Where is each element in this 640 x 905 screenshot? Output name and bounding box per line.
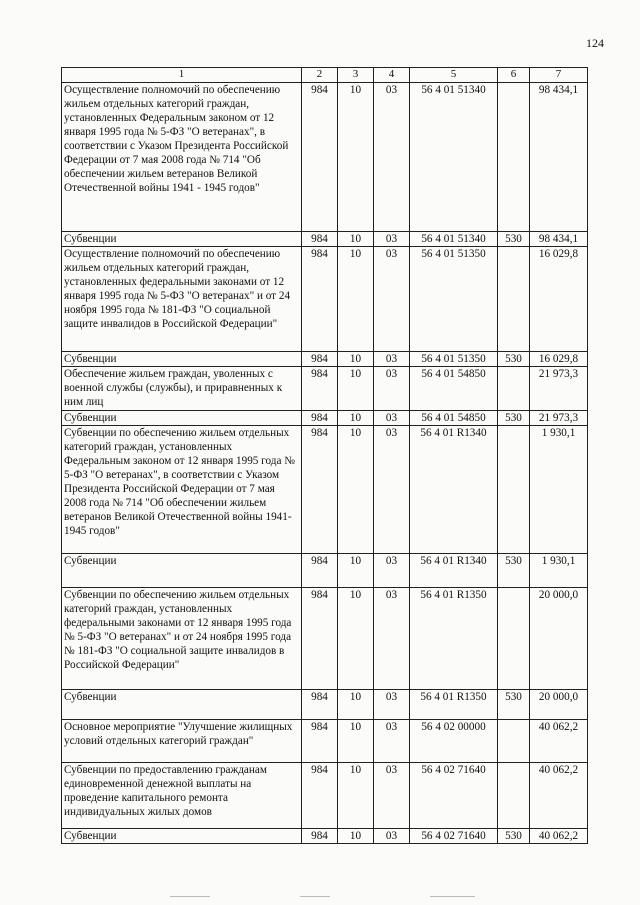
row-code-5: 56 4 01 54850 <box>410 411 498 426</box>
header-row <box>62 68 588 83</box>
row-name: Субвенции <box>62 232 302 247</box>
row-code-3: 10 <box>338 232 374 247</box>
row-amount: 21 973,3 <box>530 367 588 411</box>
row-code-3: 10 <box>338 588 374 690</box>
row-name: Субвенции <box>62 411 302 426</box>
row-code-4: 03 <box>374 83 410 232</box>
scan-edge-marks <box>0 890 640 905</box>
row-code-5: 56 4 02 71640 <box>410 829 498 844</box>
row-code-3: 10 <box>338 83 374 232</box>
row-amount: 1 930,1 <box>530 554 588 588</box>
row-name: Субвенции по обеспечению жильем отдельных категорий граждан, установленных Федеральным законом от 12 января 1995 года № 5-ФЗ "О ветеранах", в соответствии с Указом Президента Российской Федерации от 7 мая 2008 года № 714 "Об обеспечении жильем ветеранов Великой Отечественной войны 1941-1945 годов" <box>62 426 302 554</box>
row-code-6 <box>498 83 530 232</box>
row-code-5: 56 4 01 54850 <box>410 367 498 411</box>
row-code-5: 56 4 01 51350 <box>410 352 498 367</box>
header-cell-7: 7 <box>530 68 588 83</box>
row-name: Субвенции по обеспечению жильем отдельных категорий граждан, установленных федеральными законами от 12 января 1995 года № 5-ФЗ "О ветеранах" и от 24 ноября 1995 года № 181-ФЗ "О социальной защите инвалидов в Российской Федерации" <box>62 588 302 690</box>
row-code-5: 56 4 01 R1350 <box>410 588 498 690</box>
row-amount: 40 062,2 <box>530 829 588 844</box>
table-row <box>62 690 588 720</box>
row-code-2: 984 <box>302 367 338 411</box>
row-code-6: 530 <box>498 690 530 720</box>
row-code-3: 10 <box>338 247 374 352</box>
row-code-2: 984 <box>302 554 338 588</box>
row-code-2: 984 <box>302 352 338 367</box>
row-code-6 <box>498 426 530 554</box>
row-code-5: 56 4 01 51340 <box>410 83 498 232</box>
row-amount: 20 000,0 <box>530 690 588 720</box>
row-code-4: 03 <box>374 690 410 720</box>
header-cell-4: 4 <box>374 68 410 83</box>
table-row <box>62 588 588 690</box>
row-code-2: 984 <box>302 232 338 247</box>
row-name: Обеспечение жильем граждан, уволенных с военной службы (службы), и приравненных к ним лиц <box>62 367 302 411</box>
row-code-5: 56 4 02 71640 <box>410 763 498 829</box>
row-code-6 <box>498 763 530 829</box>
row-code-4: 03 <box>374 588 410 690</box>
row-amount: 40 062,2 <box>530 763 588 829</box>
row-name: Субвенции <box>62 690 302 720</box>
row-amount: 98 434,1 <box>530 83 588 232</box>
row-code-4: 03 <box>374 720 410 763</box>
page-number: 124 <box>586 36 604 50</box>
row-code-6 <box>498 247 530 352</box>
table-row <box>62 554 588 588</box>
row-code-6: 530 <box>498 352 530 367</box>
row-amount: 16 029,8 <box>530 352 588 367</box>
row-amount: 98 434,1 <box>530 232 588 247</box>
row-code-3: 10 <box>338 690 374 720</box>
row-code-3: 10 <box>338 720 374 763</box>
table-row <box>62 720 588 763</box>
row-name: Субвенции по предоставлению гражданам единовременной денежной выплаты на проведение капитального ремонта индивидуальных жилых домов <box>62 763 302 829</box>
row-name: Осуществление полномочий по обеспечению жильем отдельных категорий граждан, установленных федеральными законами от 12 января 1995 года № 5-ФЗ "О ветеранах" и от 24 ноября 1995 года № 181-ФЗ "О социальной защите инвалидов в Российской Федерации" <box>62 247 302 352</box>
row-code-4: 03 <box>374 763 410 829</box>
table-row <box>62 367 588 411</box>
row-amount: 21 973,3 <box>530 411 588 426</box>
table-row <box>62 247 588 352</box>
header-cell-2: 2 <box>302 68 338 83</box>
row-amount: 40 062,2 <box>530 720 588 763</box>
row-code-6: 530 <box>498 411 530 426</box>
budget-table <box>61 67 588 844</box>
row-amount: 20 000,0 <box>530 588 588 690</box>
row-code-5: 56 4 01 51340 <box>410 232 498 247</box>
row-code-2: 984 <box>302 83 338 232</box>
row-code-3: 10 <box>338 352 374 367</box>
row-amount: 1 930,1 <box>530 426 588 554</box>
header-cell-1: 1 <box>62 68 302 83</box>
row-code-3: 10 <box>338 829 374 844</box>
row-code-2: 984 <box>302 690 338 720</box>
table-row <box>62 352 588 367</box>
row-code-4: 03 <box>374 247 410 352</box>
row-code-4: 03 <box>374 411 410 426</box>
row-amount: 16 029,8 <box>530 247 588 352</box>
row-code-3: 10 <box>338 411 374 426</box>
table-row <box>62 829 588 844</box>
row-code-5: 56 4 02 00000 <box>410 720 498 763</box>
table-row <box>62 763 588 829</box>
row-name: Осуществление полномочий по обеспечению жильем отдельных категорий граждан, установленных Федеральным законом от 12 января 1995 года № 5-ФЗ "О ветеранах", в соответствии с Указом Президента Российской Федерации от 7 мая 2008 года № 714 "Об обеспечении жильем ветеранов Великой Отечественной войны 1941 - 1945 годов" <box>62 83 302 232</box>
row-code-2: 984 <box>302 588 338 690</box>
row-code-3: 10 <box>338 554 374 588</box>
row-code-4: 03 <box>374 829 410 844</box>
table-row <box>62 411 588 426</box>
row-name: Субвенции <box>62 352 302 367</box>
row-code-5: 56 4 01 R1340 <box>410 554 498 588</box>
row-code-3: 10 <box>338 426 374 554</box>
table-row <box>62 426 588 554</box>
row-code-4: 03 <box>374 426 410 554</box>
row-name: Основное мероприятие "Улучшение жилищных условий отдельных категорий граждан" <box>62 720 302 763</box>
row-code-6: 530 <box>498 829 530 844</box>
row-code-6 <box>498 588 530 690</box>
row-code-4: 03 <box>374 232 410 247</box>
row-code-3: 10 <box>338 367 374 411</box>
row-code-2: 984 <box>302 720 338 763</box>
row-code-4: 03 <box>374 367 410 411</box>
table-row <box>62 83 588 232</box>
row-code-2: 984 <box>302 829 338 844</box>
row-code-4: 03 <box>374 352 410 367</box>
row-code-6: 530 <box>498 554 530 588</box>
table-row <box>62 232 588 247</box>
header-cell-6: 6 <box>498 68 530 83</box>
row-code-2: 984 <box>302 247 338 352</box>
row-name: Субвенции <box>62 829 302 844</box>
row-code-6: 530 <box>498 232 530 247</box>
row-code-6 <box>498 367 530 411</box>
row-code-6 <box>498 720 530 763</box>
row-code-2: 984 <box>302 426 338 554</box>
row-code-4: 03 <box>374 554 410 588</box>
row-code-2: 984 <box>302 763 338 829</box>
row-name: Субвенции <box>62 554 302 588</box>
header-cell-3: 3 <box>338 68 374 83</box>
header-cell-5: 5 <box>410 68 498 83</box>
row-code-2: 984 <box>302 411 338 426</box>
row-code-3: 10 <box>338 763 374 829</box>
row-code-5: 56 4 01 R1340 <box>410 426 498 554</box>
row-code-5: 56 4 01 51350 <box>410 247 498 352</box>
row-code-5: 56 4 01 R1350 <box>410 690 498 720</box>
